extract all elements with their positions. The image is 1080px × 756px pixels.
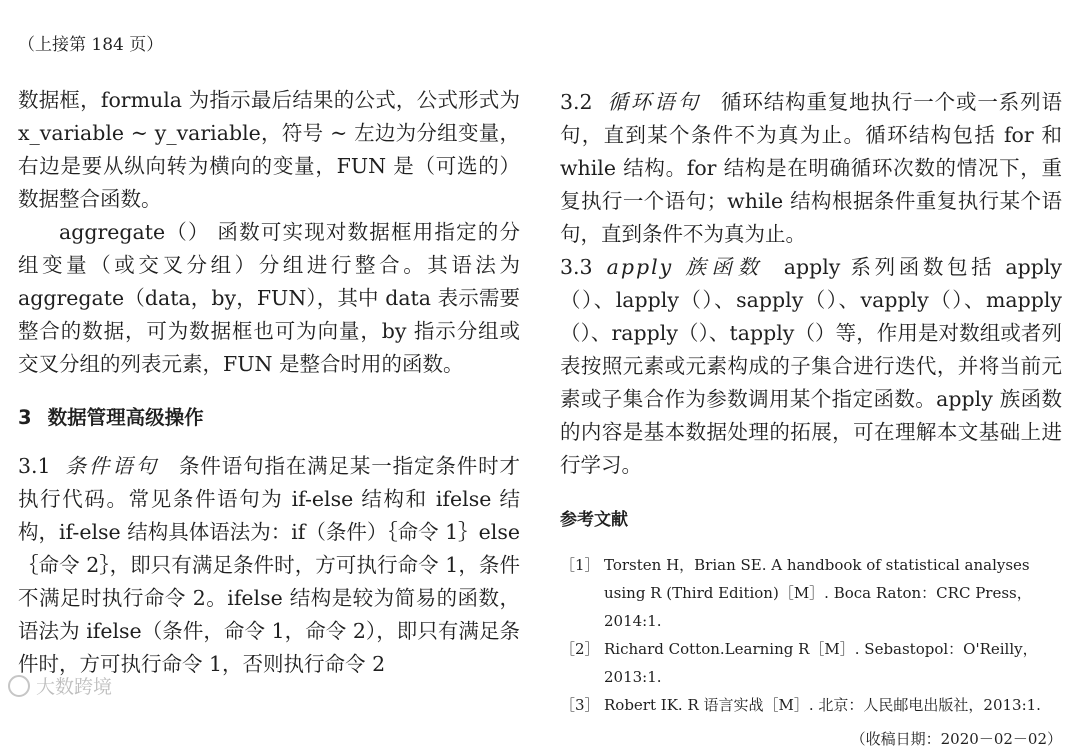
subsection-number: 3.1: [18, 454, 51, 478]
watermark-text: 大数跨境: [36, 676, 113, 698]
paragraph-dcast: 数据框，formula 为指示最后结果的公式，公式形式为 x_variable ~ y_variable，符号 ~ 左边为分组变量，右边是要从纵向转为横向的变量，FUN 是（可选的）数据整合函数。: [18, 88, 520, 211]
reference-text: Richard Cotton.Learning R［M］. Sebastopol：O'Reilly，2013:1.: [604, 640, 1038, 686]
subsection-text: apply 系列函数包括 apply（）、lapply（）、sapply（）、vapply（）、mapply（）、rapply（）、tapply（）等，作用是对数组或者列表按照元素或元素构成的子集合进行迭代，并将当前元素或子集合作为参数调用某个指定函数。apply 族函数的内容是基本数据处理的拓展，可在理解本文基础上进行学习。: [560, 255, 1063, 477]
subsection-3-2: [560, 86, 1062, 251]
right-column: [560, 86, 1062, 756]
subsection-text: 条件语句指在满足某一指定条件时才执行代码。常见条件语句为 if-else 结构和 ifelse 结构，if-else 结构具体语法为：if（条件）｛命令 1｝else｛命令 2｝，即只有满足条件时，方可执行命令 1，条件不满足时执行命令 2。ifelse 结构是较为简易的函数，语法为 ifelse（条件，命令 1，命令 2），即只有满足条件时，方可执行命令 1，否则执行命令 2: [18, 454, 521, 676]
watermark: [8, 672, 112, 699]
section-heading: [18, 401, 520, 434]
left-column: [18, 84, 520, 681]
reference-item: [560, 551, 1062, 635]
reference-text: Torsten H，Brian SE. A handbook of statistical analyses using R (Third Edition)［M］. Boca Raton：CRC Press，2014:1.: [604, 556, 1032, 630]
continued-note: （上接第 184 页）: [18, 35, 164, 55]
reference-text: Robert IK. R 语言实战［M］. 北京：人民邮电出版社，2013:1.: [604, 696, 1041, 714]
subsection-number: 3.2: [560, 90, 593, 114]
reference-item: [560, 635, 1062, 691]
subsection-title: 循环语句: [606, 90, 701, 114]
reference-number: ［3］: [560, 696, 600, 714]
reference-number: ［2］: [560, 640, 600, 658]
reference-item: [560, 691, 1062, 719]
subsection-3-1: [18, 450, 520, 681]
subsection-title: apply 族函数: [606, 255, 764, 279]
section-title: 数据管理高级操作: [47, 406, 204, 429]
subsection-3-3: [560, 251, 1062, 482]
references-heading: 参考文献: [560, 510, 628, 530]
reference-number: ［1］: [560, 556, 600, 574]
subsection-number: 3.3: [560, 255, 593, 279]
received-date: （收稿日期：2020－02－02）: [850, 730, 1062, 748]
section-number: 3: [18, 406, 32, 429]
watermark-logo-icon: [8, 675, 30, 697]
paragraph-aggregate: aggregate（） 函数可实现对数据框用指定的分组变量（或交叉分组）分组进行整合。其语法为 aggregate（data，by，FUN），其中 data 表示需要整合的数据，可为数据框也可为向量，by 指示分组或交叉分组的列表元素，FUN 是整合时用的函数。: [18, 220, 520, 376]
subsection-text: 循环结构重复地执行一个或一系列语句，直到某个条件不为真为止。循环结构包括 for 和 while 结构。for 结构是在明确循环次数的情况下，重复执行一个语句；while 结构根据条件重复执行某个语句，直到条件不为真为止。: [560, 90, 1063, 246]
subsection-title: 条件语句: [64, 454, 159, 478]
